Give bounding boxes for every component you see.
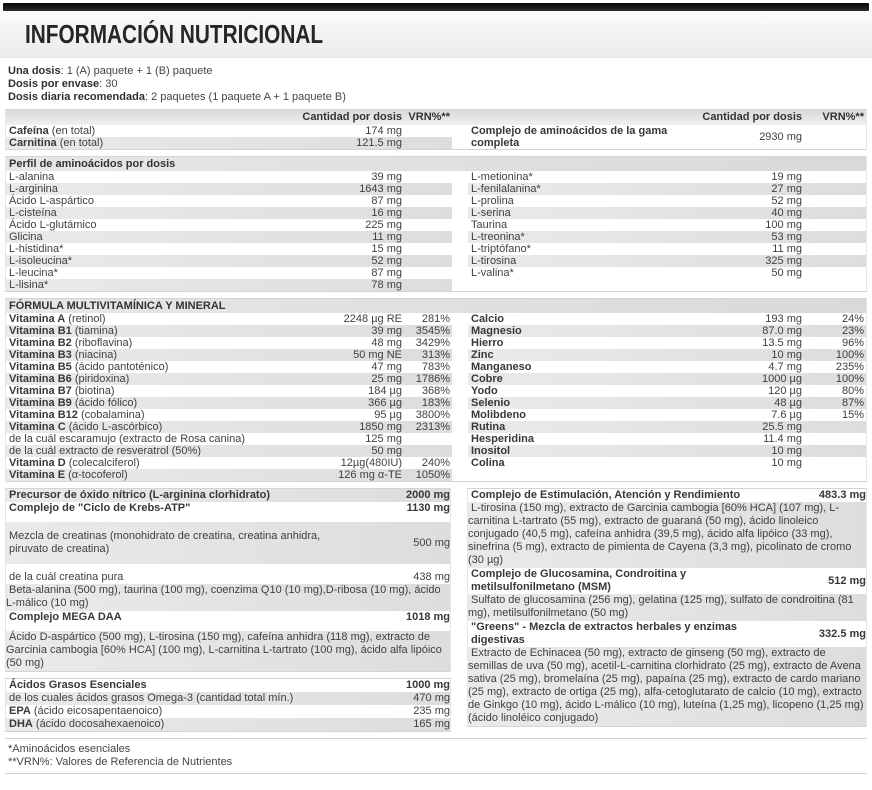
table-row [468, 255, 866, 267]
table-row [6, 489, 450, 502]
section-header: FÓRMULA MULTIVITAMÍNICA Y MINERAL [6, 299, 866, 313]
table-row [468, 337, 866, 349]
row-amount: 13.5 mg [762, 337, 802, 349]
row-name: Zinc [471, 349, 494, 361]
row-amount: 120 µg [768, 385, 802, 397]
row-amount: 483.3 mg [818, 489, 866, 501]
table-row [6, 631, 450, 671]
row-name: Yodo [471, 385, 498, 397]
row-amount: 11.4 mg [763, 433, 802, 445]
table-row [6, 243, 452, 255]
table-row [6, 325, 452, 337]
row-amount: 165 mg [413, 718, 450, 730]
title-band [0, 11, 872, 58]
table-row [6, 385, 452, 397]
row-amount: 16 mg [371, 207, 402, 219]
table-row [6, 279, 452, 291]
row-amount: 438 mg [413, 571, 450, 583]
row-amount: 50 mg NE [353, 349, 402, 361]
table-row [6, 571, 450, 584]
row-name: DHA (ácido docosahexaenoico) [9, 718, 165, 730]
row-vrn: 281% [421, 313, 450, 325]
table-row [6, 219, 452, 231]
table-row [6, 267, 452, 279]
row-vrn: 100% [835, 349, 864, 361]
table-row [468, 594, 866, 621]
table-row [468, 457, 866, 469]
row-amount: 25.5 mg [762, 421, 802, 433]
row-amount: 2930 mg [759, 131, 802, 143]
table-row [468, 267, 866, 279]
row-name: L-triptófano* [471, 243, 531, 255]
row-amount: 235 mg [413, 705, 450, 717]
row-name: Vitamina B6 (piridoxina) [9, 373, 130, 385]
row-name: Carnitina (en total) [9, 137, 104, 149]
row-name: L-cisteína [9, 207, 57, 219]
row-amount: 174 mg [365, 125, 402, 137]
row-name: Vitamina E (α-tocoferol) [9, 469, 128, 481]
row-amount: 40 mg [771, 207, 802, 219]
footnote-vrn: **VRN%: Valores de Referencia de Nutrientes [8, 756, 233, 768]
table-row [6, 584, 450, 611]
amount-header: Cantidad por dosis [702, 111, 802, 123]
table-row [468, 207, 866, 219]
table-row [6, 397, 452, 409]
nutrition-table [5, 109, 867, 738]
table-row [468, 231, 866, 243]
row-name: de la cuál escaramujo (extracto de Rosa canina) [9, 433, 246, 445]
row-vrn: 87% [841, 397, 864, 409]
row-amount: 10 mg [771, 349, 802, 361]
table-row [468, 385, 866, 397]
row-name: Sulfato de glucosamina (256 mg), gelatina (125 mg), sulfato de condroitina (81 mg), metilsulfonilmetano (50 mg) [468, 594, 854, 619]
row-name: Hesperidina [471, 433, 534, 445]
row-amount: 10 mg [771, 445, 802, 457]
row-amount: 53 mg [771, 231, 802, 243]
table-row [468, 409, 866, 421]
row-amount: 15 mg [371, 243, 402, 255]
table-row [468, 397, 866, 409]
row-amount: 11 mg [372, 231, 402, 243]
row-name: Vitamina B3 (niacina) [9, 349, 118, 361]
table-row [6, 457, 452, 469]
top-black-bar [3, 3, 869, 11]
table-row [468, 313, 866, 325]
row-name: Vitamina B5 (ácido pantoténico) [9, 361, 169, 373]
row-name: Vitamina B7 (biotina) [9, 385, 115, 397]
complex-rows-right [468, 489, 866, 726]
table-row [6, 421, 452, 433]
row-amount: 1850 mg [359, 421, 402, 433]
amount-header: Cantidad por dosis [302, 111, 402, 123]
vrn-header: VRN%** [822, 111, 864, 123]
row-vrn: 240% [421, 457, 450, 469]
mineral-rows [468, 313, 866, 469]
table-row [6, 433, 452, 445]
row-amount: 95 µg [374, 409, 402, 421]
row-vrn: 783% [421, 361, 450, 373]
table-row [468, 361, 866, 373]
row-amount: 193 mg [765, 313, 802, 325]
row-amount: 125 mg [365, 433, 402, 445]
row-vrn: 80% [841, 385, 864, 397]
section-complexes [5, 488, 867, 738]
table-row [6, 373, 452, 385]
row-name: L-tirosina (150 mg), extracto de Garcinia cambogia [60% HCA] (107 mg), L-carnitina L-tartrato (55 mg), extracto de guaraná (50 mg), ácido linoleico conjugado (40,5 mg), cafeína anhidra (39,5 mg), ácido alfa lipóico (33 mg), sinefrina (5 mg), extracto de pimienta de Cayena (3,3 mg), picolinato de cromo (30 µg) [468, 502, 852, 566]
row-amount: 366 µg [368, 397, 402, 409]
row-name: L-alanina [9, 171, 55, 183]
table-row [468, 621, 866, 647]
table-row [6, 679, 450, 692]
table-row [468, 433, 866, 445]
row-name: Cafeína (en total) [9, 125, 96, 137]
row-name: de la cuál extracto de resveratrol (50%) [9, 445, 201, 457]
row-name: L-metionina* [471, 171, 533, 183]
row-amount: 184 µg [368, 385, 402, 397]
row-name: Vitamina B2 (riboflavina) [9, 337, 133, 349]
row-name: Beta-alanina (500 mg), taurina (100 mg), coenzima Q10 (10 mg),D-ribosa (10 mg), ácido L-málico (10 mg) [6, 584, 441, 609]
table-row [468, 171, 866, 183]
table-row [6, 171, 452, 183]
section-vitamins-minerals [5, 298, 867, 482]
row-amount: 100 mg [765, 219, 802, 231]
row-name: L-histidina* [9, 243, 64, 255]
table-row [6, 718, 450, 731]
row-amount: 19 mg [771, 171, 802, 183]
table-row [6, 337, 452, 349]
row-vrn: 23% [841, 325, 864, 337]
row-amount: 87.0 mg [762, 325, 802, 337]
row-amount: 2248 µg RE [343, 313, 402, 325]
row-vrn: 96% [841, 337, 864, 349]
table-row [468, 647, 866, 726]
row-name: Cobre [471, 373, 503, 385]
table-row [6, 183, 452, 195]
row-name: Vitamina B12 (cobalamina) [9, 409, 145, 421]
table-row [468, 125, 866, 149]
row-name: Magnesio [471, 325, 522, 337]
row-name: Vitamina B9 (ácido fólico) [9, 397, 138, 409]
row-amount: 500 mg [413, 536, 450, 549]
row-vrn: 313% [421, 349, 450, 361]
row-amount: 1018 mg [405, 611, 450, 623]
table-row [6, 349, 452, 361]
row-name: "Greens" - Mezcla de extractos herbales y enzimas digestivas [471, 621, 737, 646]
row-name: L-isoleucina* [9, 255, 72, 267]
row-name: Ácidos Grasos Esenciales [9, 679, 147, 691]
row-amount: 512 mg [828, 574, 866, 587]
row-amount: 27 mg [771, 183, 802, 195]
row-amount: 225 mg [365, 219, 402, 231]
row-name: Ácido L-aspártico [9, 195, 94, 207]
row-name: Calcio [471, 313, 505, 325]
row-vrn: 3545% [415, 325, 450, 337]
row-amount: 11 mg [772, 243, 802, 255]
table-row [6, 195, 452, 207]
table-row [6, 207, 452, 219]
table-row [468, 421, 866, 433]
row-amount: 1000 mg [405, 679, 450, 691]
row-name: Vitamina A (retinol) [9, 313, 106, 325]
table-row [468, 445, 866, 457]
row-name: L-fenilalanina* [471, 183, 541, 195]
row-amount: 25 mg [371, 373, 402, 385]
row-name: L-tirosina [471, 255, 517, 267]
row-name: Complejo de "Ciclo de Krebs-ATP" [9, 502, 191, 514]
table-row [6, 313, 452, 325]
row-name: Manganeso [471, 361, 532, 373]
table-row [468, 183, 866, 195]
dose-info-line: Dosis diaria recomendada: 2 paquetes (1 paquete A + 1 paquete B) [8, 91, 346, 103]
column-headers [6, 110, 866, 125]
row-vrn: 3800% [415, 409, 450, 421]
table-row [6, 409, 452, 421]
complex-rows-left [6, 489, 450, 671]
row-amount: 39 mg [371, 171, 402, 183]
row-name: L-prolina [471, 195, 514, 207]
row-name: L-valina* [471, 267, 514, 279]
row-amount: 470 mg [413, 692, 450, 704]
totals-rows-right [468, 125, 866, 149]
table-row [6, 125, 452, 137]
row-name: Complejo de Estimulación, Atención y Rendimiento [471, 489, 741, 501]
row-amount: 50 mg [371, 445, 402, 457]
table-row [6, 469, 452, 481]
amino-rows-left [6, 171, 452, 291]
fatty-acid-rows [6, 679, 450, 731]
row-name: Vitamina B1 (tiamina) [9, 325, 118, 337]
row-amount: 332.5 mg [818, 627, 866, 640]
row-name: Complejo MEGA DAA [9, 611, 122, 623]
table-row [6, 361, 452, 373]
section-nitric-creatine [5, 488, 451, 672]
section-essential-fatty-acids [5, 678, 451, 732]
row-name: Ácido L-glutámico [9, 219, 97, 231]
row-vrn: 368% [421, 385, 450, 397]
row-amount: 87 mg [371, 267, 402, 279]
table-row [6, 445, 452, 457]
vitamin-rows [6, 313, 452, 481]
table-row [468, 349, 866, 361]
row-vrn: 1786% [415, 373, 450, 385]
row-name: Complejo de Glucosamina, Condroitina y metilsulfonilmetano (MSM) [471, 568, 687, 593]
row-amount: 1643 mg [359, 183, 402, 195]
row-name: Mezcla de creatinas (monohidrato de creatina, creatina anhidra, piruvato de creatina) [9, 530, 321, 555]
row-amount: 1000 µg [762, 373, 802, 385]
table-row [468, 373, 866, 385]
row-amount: 12µg(480IU) [340, 457, 402, 469]
row-vrn: 1050% [415, 469, 450, 481]
row-name: Precursor de óxido nítrico (L-arginina clorhidrato) [9, 489, 270, 501]
row-name: Molibdeno [471, 409, 526, 421]
row-name: Vitamina D (colecalciferol) [9, 457, 140, 469]
table-row [468, 325, 866, 337]
row-amount: 4.7 mg [768, 361, 802, 373]
row-vrn: 2313% [415, 421, 450, 433]
row-amount: 47 mg [371, 361, 402, 373]
section-herbal-complexes [467, 488, 867, 727]
table-row [6, 611, 450, 624]
table-row [6, 231, 452, 243]
dose-info [0, 58, 872, 109]
row-vrn: 24% [841, 313, 864, 325]
row-amount: 39 mg [371, 325, 402, 337]
row-name: Selenio [471, 397, 511, 409]
table-row [468, 568, 866, 594]
row-amount: 78 mg [371, 279, 402, 291]
table-row [468, 195, 866, 207]
table-row [468, 219, 866, 231]
row-name: Ácido D-aspártico (500 mg), L-tirosina (150 mg), cafeína anhidra (118 mg), extracto de Garcinia cambogia [60% HCA] (100 mg), L-carnitina L-tartrato (100 mg), ácido alfa lipóico (50 mg) [6, 631, 442, 669]
vrn-header: VRN%** [408, 111, 450, 123]
row-amount: 121.5 mg [356, 137, 402, 149]
row-name: Complejo de aminoácidos de la gama completa [471, 125, 668, 149]
row-amount: 48 mg [371, 337, 402, 349]
row-amount: 87 mg [371, 195, 402, 207]
section-amino-acids [5, 156, 867, 292]
footnote-essential-aminoacids: *Aminoácidos esenciales [8, 743, 131, 755]
row-amount: 52 mg [371, 255, 402, 267]
row-amount: 1130 mg [406, 502, 450, 514]
row-amount: 48 µg [774, 397, 802, 409]
row-name: L-treonina* [471, 231, 525, 243]
footnotes [5, 738, 867, 774]
row-name: L-lisina* [9, 279, 49, 291]
row-amount: 126 mg α-TE [338, 469, 402, 481]
table-row [468, 489, 866, 502]
dose-info-line: Una dosis: 1 (A) paquete + 1 (B) paquete [8, 65, 213, 77]
row-name: EPA (ácido eicosapentaenoico) [9, 705, 163, 717]
row-name: Glicina [9, 231, 43, 243]
row-name: Inositol [471, 445, 511, 457]
row-vrn: 15% [841, 409, 864, 421]
row-name: Rutina [471, 421, 506, 433]
row-amount: 10 mg [771, 457, 802, 469]
row-name: de la cuál creatina pura [9, 571, 124, 583]
row-vrn: 100% [835, 373, 864, 385]
row-vrn: 235% [835, 361, 864, 373]
row-amount: 325 mg [765, 255, 802, 267]
row-amount: 2000 mg [405, 489, 450, 501]
row-amount: 50 mg [771, 267, 802, 279]
table-row [468, 502, 866, 568]
row-vrn: 3429% [415, 337, 450, 349]
table-row [6, 255, 452, 267]
dose-info-line: Dosis por envase: 30 [8, 78, 118, 90]
row-name: L-serina [471, 207, 511, 219]
table-row [6, 502, 450, 515]
row-name: L-arginina [9, 183, 58, 195]
section-header: Perfil de aminoácidos por dosis [6, 157, 866, 171]
row-name: L-leucina* [9, 267, 58, 279]
table-row [468, 243, 866, 255]
row-amount: 52 mg [771, 195, 802, 207]
row-name: de los cuales ácidos grasos Omega-3 (cantidad total mín.) [9, 692, 294, 704]
table-row [6, 705, 450, 718]
page-title: INFORMACIÓN NUTRICIONAL [25, 18, 324, 49]
row-name: Colina [471, 457, 505, 469]
row-amount: 7.6 µg [771, 409, 802, 421]
row-name: Taurina [471, 219, 508, 231]
row-name: Vitamina C (ácido L-ascórbico) [9, 421, 163, 433]
table-row [6, 137, 452, 149]
table-row [6, 522, 450, 564]
section-totals [5, 109, 867, 150]
row-vrn: 183% [421, 397, 450, 409]
totals-rows-left [6, 125, 452, 149]
table-row [6, 692, 450, 705]
row-name: Extracto de Echinacea (50 mg), extracto de ginseng (50 mg), extracto de semillas de uva (50 mg), acetil-L-carnitina clorhidrato (25 mg), extracto de Avena sativa (25 mg), bromelaína (25 mg), papaína (25 mg), extracto de cardo mariano (25 mg), extracto de ortiga (25 mg), alfa-cetoglutarato de calcio (10 mg), extracto de Ginkgo (10 mg), ácido L-málico (10 mg), luteína (1,25 mg), licopeno (1,25 mg) (ácido linoléico conjugado) [468, 647, 864, 724]
row-name: Hierro [471, 337, 504, 349]
amino-rows-right [468, 171, 866, 279]
